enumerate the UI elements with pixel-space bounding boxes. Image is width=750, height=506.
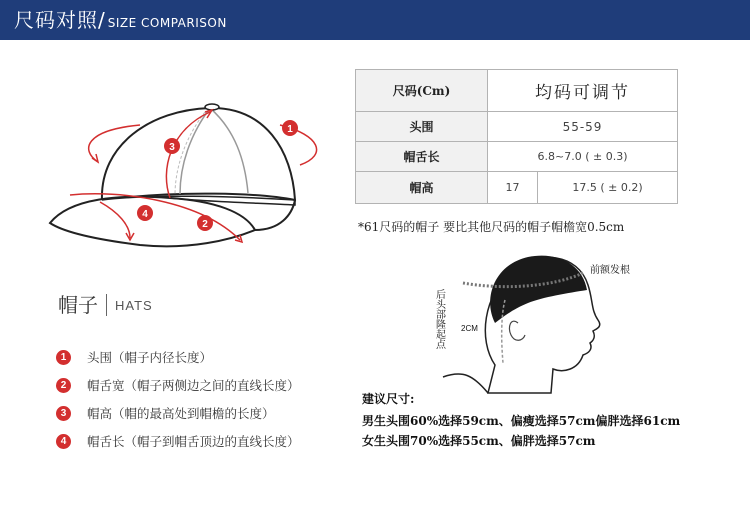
advice-line-female: 女生头围70%选择55cm、偏胖选择57cm	[362, 434, 596, 448]
badge-2	[197, 215, 213, 231]
badge-3	[164, 138, 180, 154]
size-advice	[362, 389, 680, 451]
legend-number-icon: 4	[56, 434, 71, 449]
cap-button	[205, 104, 219, 110]
row-value-2: 17.5 ( ± 0.2)	[538, 172, 678, 204]
page-title	[14, 7, 227, 36]
size-table	[355, 69, 678, 204]
legend-text: 帽高（帽的最高处到帽檐的长度）	[87, 406, 275, 421]
legend-item	[56, 343, 300, 371]
legend-number-icon: 1	[56, 350, 71, 365]
cap-diagram	[30, 90, 340, 265]
row-value: 55-59	[488, 112, 678, 142]
label-front: 前额发根	[590, 265, 630, 276]
table-row	[356, 112, 678, 142]
legend-text: 帽舌长（帽子到帽舌顶边的直线长度）	[87, 434, 300, 449]
title-en: SIZE COMPARISON	[107, 16, 227, 30]
table-header-value: 均码可调节	[488, 70, 678, 112]
badge-4-label: 4	[142, 209, 148, 220]
row-value: 6.8~7.0 ( ± 0.3)	[488, 142, 678, 172]
badge-1-label: 1	[287, 124, 293, 135]
badge-4	[137, 205, 153, 221]
measurement-legend	[56, 343, 300, 455]
hats-heading	[58, 292, 153, 318]
table-row	[356, 70, 678, 112]
label-back: 后头部隆起点	[433, 289, 445, 349]
row-label: 帽高	[356, 172, 488, 204]
row-label: 帽舌长	[356, 142, 488, 172]
header-bar	[0, 0, 750, 40]
legend-number-icon: 3	[56, 406, 71, 421]
table-row	[356, 142, 678, 172]
advice-title: 建议尺寸:	[362, 392, 415, 406]
measure-1-arrow	[92, 154, 98, 162]
advice-line-male: 男生头围60%选择59cm、偏瘦选择57cm偏胖选择61cm	[362, 414, 681, 428]
row-label: 头围	[356, 112, 488, 142]
legend-item	[56, 399, 300, 427]
divider	[106, 294, 107, 316]
hats-title-zh: 帽子	[58, 293, 98, 317]
legend-number-icon: 2	[56, 378, 71, 393]
badge-3-label: 3	[169, 142, 175, 153]
table-header-label: 尺码(Cm)	[356, 70, 488, 112]
row-value-1: 17	[488, 172, 538, 204]
size-note: *61尺码的帽子 要比其他尺码的帽子帽檐宽0.5cm	[358, 220, 625, 234]
cap-brim	[50, 197, 255, 247]
badge-2-label: 2	[202, 219, 208, 230]
table-row	[356, 172, 678, 204]
label-2cm: 2CM	[461, 324, 478, 333]
legend-text: 头围（帽子内径长度）	[87, 350, 213, 365]
hats-title-en: HATS	[115, 297, 153, 313]
legend-item	[56, 371, 300, 399]
title-zh: 尺码对照/	[14, 8, 106, 32]
legend-item	[56, 427, 300, 455]
legend-text: 帽舌宽（帽子两侧边之间的直线长度）	[87, 378, 300, 393]
head-measure-diagram	[433, 245, 630, 393]
badge-1	[282, 120, 298, 136]
